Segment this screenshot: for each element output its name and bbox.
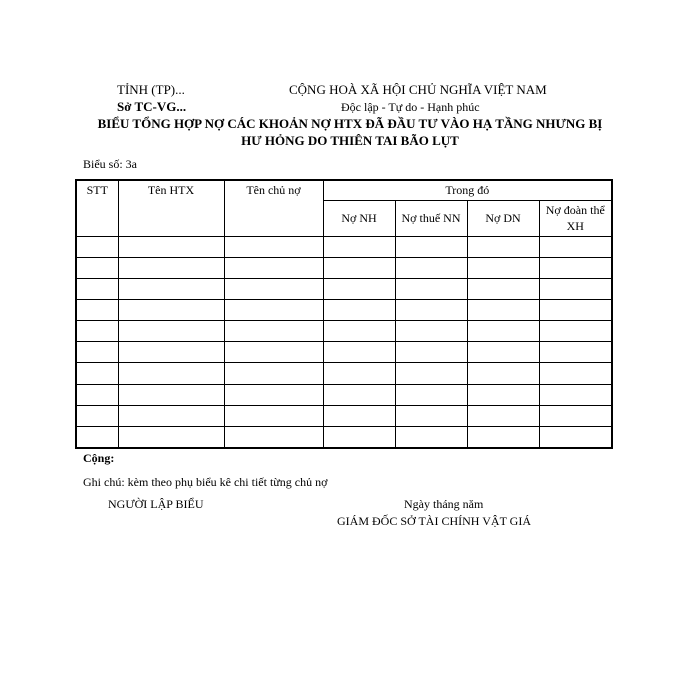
table-row bbox=[76, 405, 612, 426]
table-cell bbox=[224, 405, 323, 426]
table-cell bbox=[76, 236, 118, 257]
table-cell bbox=[467, 300, 539, 321]
table-cell bbox=[118, 236, 224, 257]
table-cell bbox=[539, 321, 612, 342]
table-cell bbox=[467, 342, 539, 363]
table-row bbox=[76, 257, 612, 278]
form-title-line-2: HƯ HỎNG DO THIÊN TAI BÃO LỤT bbox=[241, 133, 459, 148]
table-cell bbox=[224, 426, 323, 448]
table-cell bbox=[539, 426, 612, 448]
table-cell bbox=[323, 257, 395, 278]
table-cell bbox=[539, 384, 612, 405]
table-cell bbox=[224, 279, 323, 300]
table-cell bbox=[467, 321, 539, 342]
table-cell bbox=[224, 342, 323, 363]
table-cell bbox=[118, 321, 224, 342]
table-cell bbox=[539, 342, 612, 363]
motto: Độc lập - Tự do - Hạnh phúc bbox=[341, 100, 480, 114]
subheader-union-debt: Nợ đoàn thể XH bbox=[539, 200, 612, 236]
table-cell bbox=[323, 363, 395, 384]
table-cell bbox=[467, 363, 539, 384]
table-cell bbox=[395, 405, 467, 426]
table-cell bbox=[224, 363, 323, 384]
table-row bbox=[76, 236, 612, 257]
table-cell bbox=[395, 363, 467, 384]
table-row bbox=[76, 384, 612, 405]
table-cell bbox=[76, 321, 118, 342]
table-cell bbox=[76, 279, 118, 300]
nation-heading: CỘNG HOÀ XÃ HỘI CHỦ NGHĨA VIỆT NAM bbox=[289, 82, 547, 97]
table-cell bbox=[395, 236, 467, 257]
table-cell bbox=[467, 384, 539, 405]
header-stt: STT bbox=[76, 180, 118, 236]
subheader-bank-debt: Nợ NH bbox=[323, 200, 395, 236]
table-row bbox=[76, 342, 612, 363]
table-cell bbox=[323, 342, 395, 363]
table-cell bbox=[323, 384, 395, 405]
table-cell bbox=[76, 300, 118, 321]
table-cell bbox=[539, 405, 612, 426]
table-cell bbox=[224, 236, 323, 257]
subheader-tax-debt: Nợ thuế NN bbox=[395, 200, 467, 236]
table-cell bbox=[118, 257, 224, 278]
table-cell bbox=[539, 300, 612, 321]
date-label: Ngày tháng năm bbox=[404, 497, 484, 511]
table-cell bbox=[467, 236, 539, 257]
table-cell bbox=[395, 342, 467, 363]
table-cell bbox=[118, 426, 224, 448]
table-cell bbox=[224, 300, 323, 321]
table-cell bbox=[323, 300, 395, 321]
form-title-line-1: BIỂU TỔNG HỢP NỢ CÁC KHOẢN NỢ HTX ĐÃ ĐẦU TƯ VÀO HẠ TẦNG NHƯNG BỊ bbox=[97, 116, 603, 131]
table-cell bbox=[224, 321, 323, 342]
header-creditor-name: Tên chủ nợ bbox=[224, 180, 323, 236]
table-cell bbox=[395, 426, 467, 448]
table-row bbox=[76, 321, 612, 342]
table-cell bbox=[76, 384, 118, 405]
table-cell bbox=[395, 257, 467, 278]
table-cell bbox=[467, 405, 539, 426]
table-cell bbox=[118, 342, 224, 363]
table-cell bbox=[76, 405, 118, 426]
table-cell bbox=[539, 363, 612, 384]
table-body bbox=[76, 236, 612, 448]
form-number: Biểu số: 3a bbox=[83, 157, 137, 171]
table-row bbox=[76, 300, 612, 321]
table-row bbox=[76, 363, 612, 384]
table-cell bbox=[467, 426, 539, 448]
header-breakdown-group: Trong đó bbox=[323, 180, 612, 200]
table-cell bbox=[76, 426, 118, 448]
table-cell bbox=[539, 257, 612, 278]
table-cell bbox=[118, 363, 224, 384]
table-cell bbox=[76, 257, 118, 278]
total-label: Cộng: bbox=[83, 451, 115, 465]
table-cell bbox=[395, 321, 467, 342]
table-cell bbox=[118, 384, 224, 405]
table-cell bbox=[467, 279, 539, 300]
director-signature-label: GIÁM ĐỐC SỞ TÀI CHÍNH VẬT GIÁ bbox=[337, 514, 532, 528]
table-cell bbox=[76, 363, 118, 384]
table-cell bbox=[118, 279, 224, 300]
table-cell bbox=[539, 236, 612, 257]
table-cell bbox=[323, 426, 395, 448]
table-cell bbox=[323, 236, 395, 257]
table-cell bbox=[224, 384, 323, 405]
subheader-enterprise-debt: Nợ DN bbox=[467, 200, 539, 236]
table-cell bbox=[76, 342, 118, 363]
table-cell bbox=[323, 321, 395, 342]
province-label: TỈNH (TP)... bbox=[117, 82, 185, 97]
note-text: Ghi chú: kèm theo phụ biểu kê chi tiết từng chủ nợ bbox=[83, 475, 328, 489]
table-cell bbox=[323, 405, 395, 426]
table-cell bbox=[118, 405, 224, 426]
table-cell bbox=[395, 384, 467, 405]
table-row bbox=[76, 426, 612, 448]
table-cell bbox=[224, 257, 323, 278]
table-row bbox=[76, 279, 612, 300]
debt-summary-table bbox=[75, 179, 613, 449]
table-header-row bbox=[76, 180, 612, 200]
department-label: Sở TC-VG... bbox=[117, 99, 187, 114]
table-cell bbox=[395, 300, 467, 321]
table-cell bbox=[323, 279, 395, 300]
table-cell bbox=[118, 300, 224, 321]
table-cell bbox=[539, 279, 612, 300]
header-htx-name: Tên HTX bbox=[118, 180, 224, 236]
table-cell bbox=[395, 279, 467, 300]
table-cell bbox=[467, 257, 539, 278]
preparer-signature-label: NGƯỜI LẬP BIỂU bbox=[108, 497, 204, 511]
